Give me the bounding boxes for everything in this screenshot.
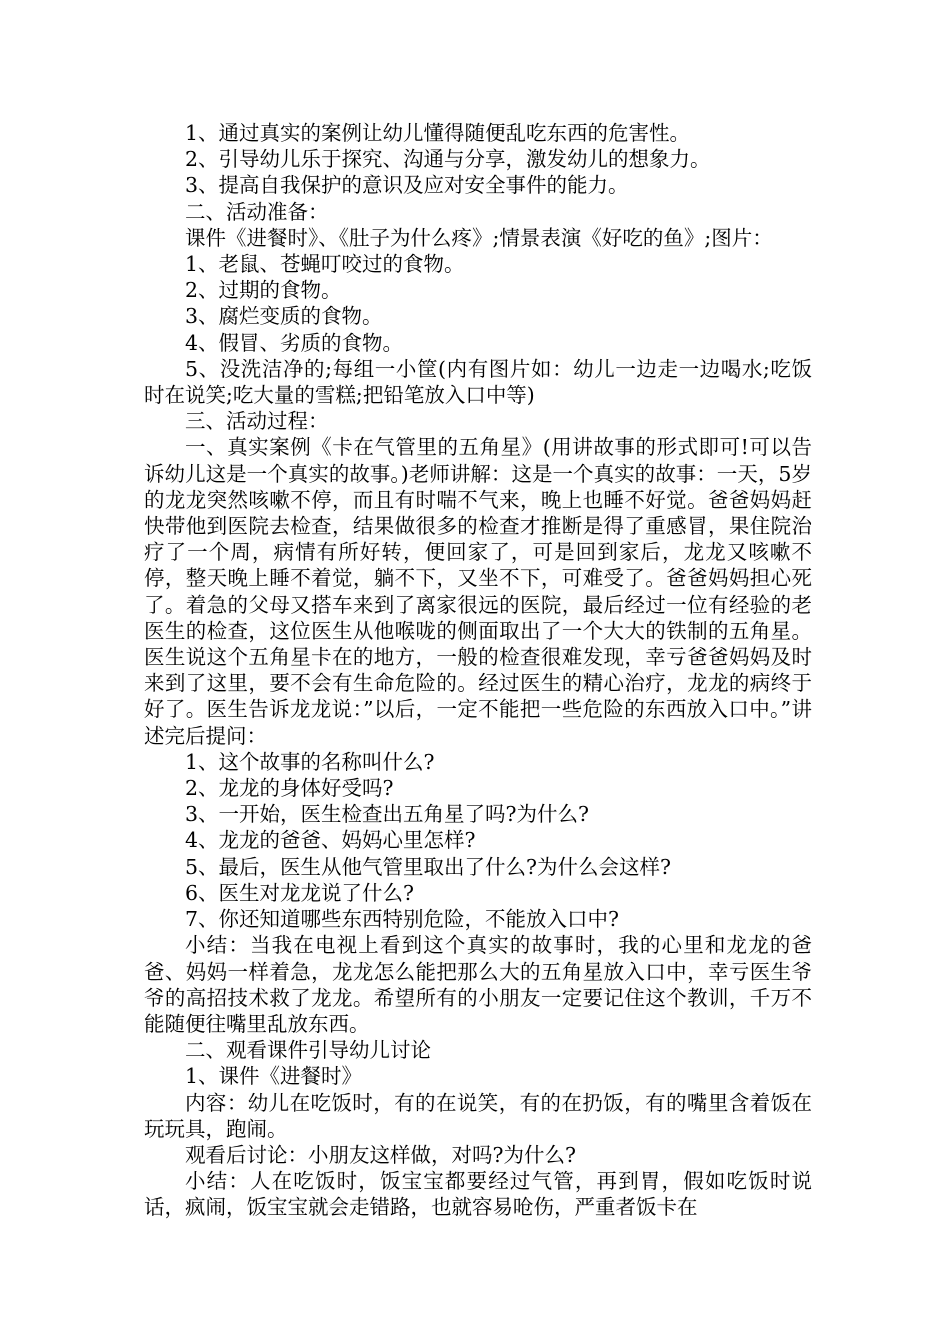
section-heading-preparation: 二、活动准备： [185, 199, 329, 224]
question-item-3: 3、一开始，医生检查出五角星了吗?为什么? [185, 802, 590, 827]
objective-item-1: 1、通过真实的案例让幼儿懂得随便乱吃东西的危害性。 [185, 121, 691, 145]
picture-item-4: 4、假冒、劣质的食物。 [185, 330, 404, 355]
question-item-2: 2、龙龙的身体好受吗? [185, 776, 394, 801]
question-item-4: 4、龙龙的爸爸、妈妈心里怎样? [185, 828, 476, 853]
case-story-paragraph: 一、真实案例《卡在气管里的五角星》(用讲故事的形式即可!可以告诉幼儿这是一个真实的故事。)老师讲解：这是一个真实的故事：一天，5岁的龙龙突然咳嗽不停，而且有时喘不气来，晚上也睡不好觉。爸爸妈妈赶快带他到医院去检查，结果做很多的检查才推断是得了重感冒，果住院治疗了一个周，病情有所好转，便回家了，可是回到家后，龙龙又咳嗽不停，整天晚上睡不着觉，躺不下，又坐不下，可难受了。爸爸妈妈担心死了。着急的父母又搭车来到了离家很远的医院，最后经过一位有经验的老医生的检查，这位医生从他喉咙的侧面取出了一个大大的铁制的五角星。医生说这个五角星卡在的地方，一般的检查很难发现，幸亏爸爸妈妈及时来到了这里，要不会有生命危险的。经过医生的精心治疗，龙龙的病终于好了。医生告诉龙龙说：”以后，一定不能把一些危险的东西放入口中。”讲述完后提问： [144, 435, 812, 748]
courseware-item-1: 1、课件《进餐时》 [185, 1064, 363, 1089]
picture-item-2: 2、过期的食物。 [185, 278, 342, 303]
question-item-1: 1、这个故事的名称叫什么? [185, 749, 435, 774]
question-item-7: 7、你还知道哪些东西特别危险，不能放入口中? [185, 907, 620, 932]
section-heading-process: 三、活动过程： [185, 409, 329, 434]
section-heading-courseware: 二、观看课件引导幼儿讨论 [185, 1038, 431, 1063]
document-page [144, 120, 812, 1221]
summary-paragraph-2: 小结：人在吃饭时，饭宝宝都要经过气管，再到胃，假如吃饭时说话，疯闹，饭宝宝就会走错路，也就容易呛伤，严重者饭卡在 [144, 1169, 812, 1220]
question-item-6: 6、医生对龙龙说了什么? [185, 880, 415, 905]
discussion-question: 观看后讨论：小朋友这样做，对吗?为什么? [185, 1142, 576, 1167]
summary-paragraph-1: 小结：当我在电视上看到这个真实的故事时，我的心里和龙龙的爸爸、妈妈一样着急，龙龙怎么能把那么大的五角星放入口中，幸亏医生爷爷的高招技术救了龙龙。希望所有的小朋友一定要记住这个教训，千万不能随便往嘴里乱放东西。 [144, 933, 812, 1036]
courseware-content: 内容：幼儿在吃饭时，有的在说笑，有的在扔饭，有的嘴里含着饭在玩玩具，跑闹。 [144, 1090, 812, 1141]
preparation-materials: 课件《进餐时》、《肚子为什么疼》;情景表演《好吃的鱼》;图片： [185, 225, 773, 250]
question-item-5: 5、最后，医生从他气管里取出了什么?为什么会这样? [185, 854, 672, 879]
picture-item-3: 3、腐烂变质的食物。 [185, 304, 383, 329]
picture-item-5: 5、没洗洁净的;每组一小筐(内有图片如：幼儿一边走一边喝水;吃饭时在说笑;吃大量的雪糕;把铅笔放入口中等) [144, 356, 812, 408]
objective-item-2: 2、引导幼儿乐于探究、沟通与分享，激发幼儿的想象力。 [185, 147, 711, 172]
picture-item-1: 1、老鼠、苍蝇叮咬过的食物。 [185, 252, 465, 277]
objective-item-3: 3、提高自我保护的意识及应对安全事件的能力。 [185, 173, 629, 198]
